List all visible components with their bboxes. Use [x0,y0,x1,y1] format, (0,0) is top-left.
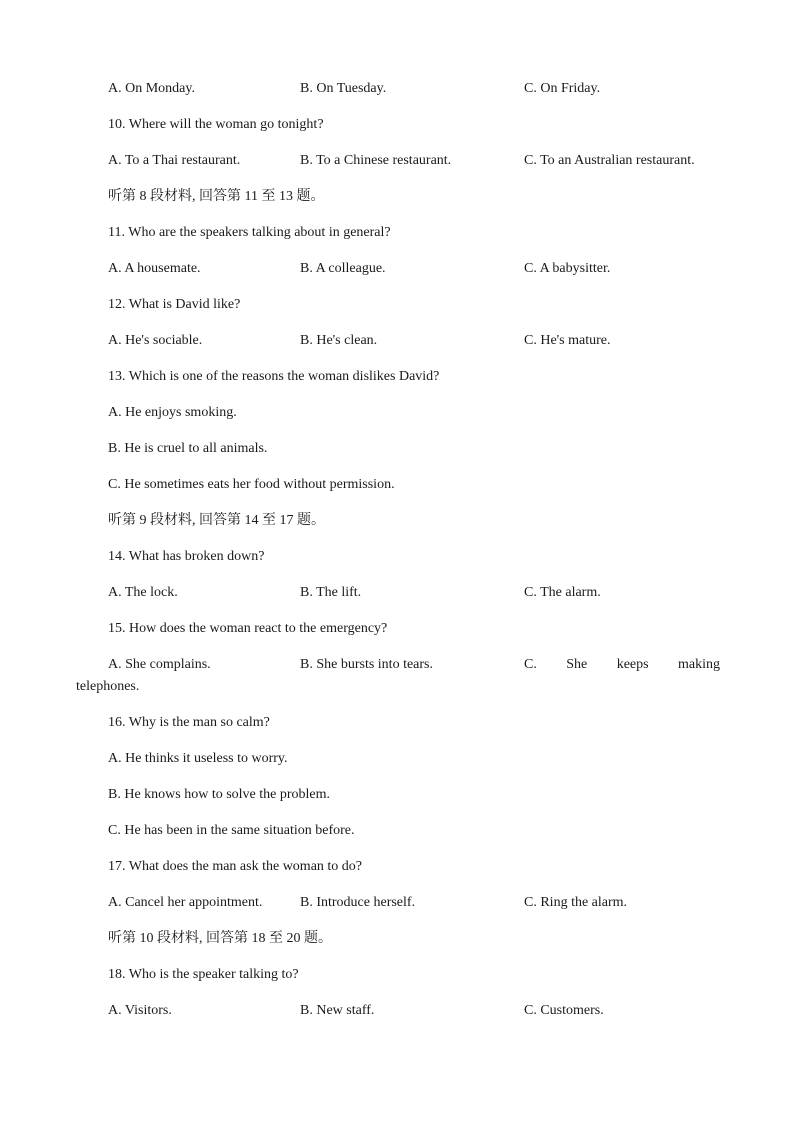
option-b: B. He is cruel to all animals. [108,441,268,456]
option-c-word: keeps [616,657,649,672]
option-c-word: making [678,657,720,672]
question-10 [0,115,793,135]
option-c: C. To an Australian restaurant. [524,153,695,168]
option-b: B. On Tuesday. [300,81,387,96]
option-c-justified [524,655,720,675]
option-a: A. She complains. [108,657,211,672]
option-line-16b [0,785,793,805]
option-a: A. He enjoys smoking. [108,405,237,420]
option-a: A. On Monday. [108,81,195,96]
question-17 [0,857,793,877]
question-text: 13. Which is one of the reasons the woman dislikes David? [108,369,440,384]
question-text: 14. What has broken down? [108,549,265,564]
option-b: B. She bursts into tears. [300,657,433,672]
options-row-18 [0,1001,793,1021]
section-text: 听第 8 段材料, 回答第 11 至 13 题。 [108,189,325,204]
question-16 [0,713,793,733]
question-text: 16. Why is the man so calm? [108,715,270,730]
question-text: 11. Who are the speakers talking about in general? [108,225,391,240]
option-c-word: She [566,657,588,672]
option-a: A. To a Thai restaurant. [108,153,241,168]
option-c-continuation: telephones. [76,679,140,694]
question-15 [0,619,793,639]
options-row-11 [0,259,793,279]
section-heading-9 [0,511,793,531]
option-b: B. To a Chinese restaurant. [300,153,452,168]
option-a: A. The lock. [108,585,178,600]
section-heading-10 [0,929,793,949]
option-line-13a [0,403,793,423]
question-13 [0,367,793,387]
option-a: A. He thinks it useless to worry. [108,751,288,766]
option-c: C. He's mature. [524,333,611,348]
option-b: B. He's clean. [300,333,378,348]
option-b: B. He knows how to solve the problem. [108,787,331,802]
option-a: A. A housemate. [108,261,201,276]
question-12 [0,295,793,315]
option-b: B. Introduce herself. [300,895,416,910]
options-row-15-continuation [0,677,793,697]
section-text: 听第 10 段材料, 回答第 18 至 20 题。 [108,931,332,946]
option-c: C. The alarm. [524,585,601,600]
options-row-17 [0,893,793,913]
options-row-15 [0,655,793,675]
section-heading-8 [0,187,793,207]
option-c: C. He sometimes eats her food without permission. [108,477,395,492]
question-text: 12. What is David like? [108,297,241,312]
option-a: A. He's sociable. [108,333,203,348]
option-line-13b [0,439,793,459]
option-c: C. Customers. [524,1003,604,1018]
option-c: C. A babysitter. [524,261,611,276]
option-b: B. A colleague. [300,261,386,276]
question-14 [0,547,793,567]
section-text: 听第 9 段材料, 回答第 14 至 17 题。 [108,513,325,528]
options-row-12 [0,331,793,351]
option-c-word: C. [524,657,537,672]
option-b: B. The lift. [300,585,362,600]
question-text: 10. Where will the woman go tonight? [108,117,324,132]
option-c: C. Ring the alarm. [524,895,628,910]
options-row-9 [0,79,793,99]
option-c: C. He has been in the same situation before. [108,823,355,838]
option-line-16c [0,821,793,841]
question-11 [0,223,793,243]
options-row-14 [0,583,793,603]
question-text: 15. How does the woman react to the emergency? [108,621,388,636]
question-18 [0,965,793,985]
option-line-13c [0,475,793,495]
option-line-16a [0,749,793,769]
question-text: 18. Who is the speaker talking to? [108,967,299,982]
option-a: A. Cancel her appointment. [108,895,263,910]
question-text: 17. What does the man ask the woman to do? [108,859,363,874]
options-row-10 [0,151,793,171]
option-a: A. Visitors. [108,1003,172,1018]
option-c: C. On Friday. [524,81,601,96]
option-b: B. New staff. [300,1003,375,1018]
